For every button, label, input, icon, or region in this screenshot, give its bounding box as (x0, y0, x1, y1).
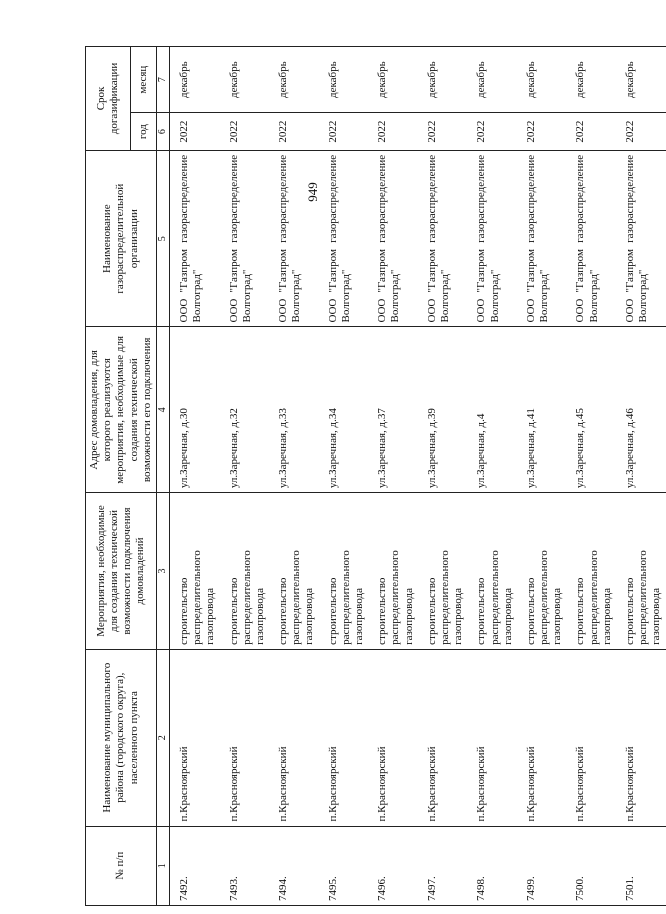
cell-address: ул.Заречная, д.32 (220, 327, 270, 493)
table-row (566, 47, 616, 906)
cell-month: декабрь (368, 47, 418, 113)
cell-org: ООО "Газпром газораспределение Волгоград" (517, 150, 567, 327)
column-number: 7 (156, 47, 169, 113)
cell-month: декабрь (319, 47, 369, 113)
table-row (517, 47, 567, 906)
header-org: Наименование газораспределительной организации (86, 150, 157, 327)
cell-district: п.Красноярский (269, 649, 319, 826)
header-no: № п/п (86, 826, 157, 905)
header-address: Адрес домовладения, для которого реализуются мероприятия, необходимые для создания технической возможности его подключения (86, 327, 157, 493)
table-row (169, 47, 219, 906)
cell-district: п.Красноярский (169, 649, 219, 826)
cell-measures: строительство распределительного газопровода (418, 493, 468, 650)
cell-month: декабрь (566, 47, 616, 113)
column-number: 4 (156, 327, 169, 493)
cell-org: ООО "Газпром газораспределение Волгоград" (566, 150, 616, 327)
cell-district: п.Красноярский (517, 649, 567, 826)
cell-org: ООО "Газпром газораспределение Волгоград" (269, 150, 319, 327)
table-row (418, 47, 468, 906)
column-number: 3 (156, 493, 169, 650)
cell-no: 7497. (418, 826, 468, 905)
cell-measures: строительство распределительного газопровода (220, 493, 270, 650)
cell-measures: строительство распределительного газопровода (169, 493, 219, 650)
header-month: месяц (130, 47, 156, 113)
cell-no: 7501. (616, 826, 666, 905)
cell-month: декабрь (220, 47, 270, 113)
cell-district: п.Красноярский (467, 649, 517, 826)
cell-measures: строительство распределительного газопровода (566, 493, 616, 650)
cell-year: 2022 (169, 113, 219, 151)
cell-year: 2022 (368, 113, 418, 151)
cell-no: 7500. (566, 826, 616, 905)
column-number: 6 (156, 113, 169, 151)
cell-district: п.Красноярский (220, 649, 270, 826)
column-numbers-row (156, 47, 169, 906)
cell-address: ул.Заречная, д.37 (368, 327, 418, 493)
table-row (467, 47, 517, 906)
cell-year: 2022 (220, 113, 270, 151)
cell-measures: строительство распределительного газопровода (616, 493, 666, 650)
cell-month: декабрь (169, 47, 219, 113)
column-number: 2 (156, 649, 169, 826)
cell-no: 7495. (319, 826, 369, 905)
cell-org: ООО "Газпром газораспределение Волгоград" (368, 150, 418, 327)
cell-org: ООО "Газпром газораспределение Волгоград" (418, 150, 468, 327)
cell-measures: строительство распределительного газопровода (467, 493, 517, 650)
cell-year: 2022 (269, 113, 319, 151)
cell-month: декабрь (517, 47, 567, 113)
cell-org: ООО "Газпром газораспределение Волгоград" (220, 150, 270, 327)
table-rotator (85, 46, 663, 906)
cell-measures: строительство распределительного газопровода (517, 493, 567, 650)
cell-measures: строительство распределительного газопровода (269, 493, 319, 650)
cell-address: ул.Заречная, д.41 (517, 327, 567, 493)
cell-no: 7493. (220, 826, 270, 905)
cell-no: 7496. (368, 826, 418, 905)
gasification-table (85, 46, 666, 906)
header-district: Наименование муниципального района (городского округа), населенного пункта (86, 649, 157, 826)
cell-measures: строительство распределительного газопровода (319, 493, 369, 650)
cell-address: ул.Заречная, д.39 (418, 327, 468, 493)
cell-measures: строительство распределительного газопровода (368, 493, 418, 650)
column-number: 1 (156, 826, 169, 905)
cell-district: п.Красноярский (319, 649, 369, 826)
cell-month: декабрь (418, 47, 468, 113)
header-measures: Мероприятия, необходимые для создания технической возможности подключения домовладений (86, 493, 157, 650)
cell-year: 2022 (418, 113, 468, 151)
header-row (86, 47, 131, 906)
table-row (319, 47, 369, 906)
cell-address: ул.Заречная, д.4 (467, 327, 517, 493)
cell-year: 2022 (566, 113, 616, 151)
cell-org: ООО "Газпром газораспределение Волгоград" (467, 150, 517, 327)
cell-no: 7494. (269, 826, 319, 905)
header-deadline: Срок догазификации (86, 47, 131, 151)
cell-district: п.Красноярский (566, 649, 616, 826)
cell-address: ул.Заречная, д.46 (616, 327, 666, 493)
cell-address: ул.Заречная, д.30 (169, 327, 219, 493)
cell-month: декабрь (467, 47, 517, 113)
table-row (616, 47, 666, 906)
cell-year: 2022 (467, 113, 517, 151)
cell-year: 2022 (616, 113, 666, 151)
cell-district: п.Красноярский (418, 649, 468, 826)
table-row (220, 47, 270, 906)
cell-month: декабрь (616, 47, 666, 113)
cell-address: ул.Заречная, д.33 (269, 327, 319, 493)
cell-year: 2022 (517, 113, 567, 151)
cell-no: 7499. (517, 826, 567, 905)
cell-org: ООО "Газпром газораспределение Волгоград" (319, 150, 369, 327)
cell-district: п.Красноярский (368, 649, 418, 826)
header-year: год (130, 113, 156, 151)
page-number-text: 949 (305, 182, 320, 202)
cell-address: ул.Заречная, д.45 (566, 327, 616, 493)
cell-no: 7492. (169, 826, 219, 905)
cell-org: ООО "Газпром газораспределение Волгоград" (169, 150, 219, 327)
cell-no: 7498. (467, 826, 517, 905)
cell-year: 2022 (319, 113, 369, 151)
column-number: 5 (156, 150, 169, 327)
cell-address: ул.Заречная, д.34 (319, 327, 369, 493)
landscape-page (85, 46, 663, 906)
cell-org: ООО "Газпром газораспределение Волгоград" (616, 150, 666, 327)
table-row (368, 47, 418, 906)
table-row (269, 47, 319, 906)
cell-month: декабрь (269, 47, 319, 113)
cell-district: п.Красноярский (616, 649, 666, 826)
